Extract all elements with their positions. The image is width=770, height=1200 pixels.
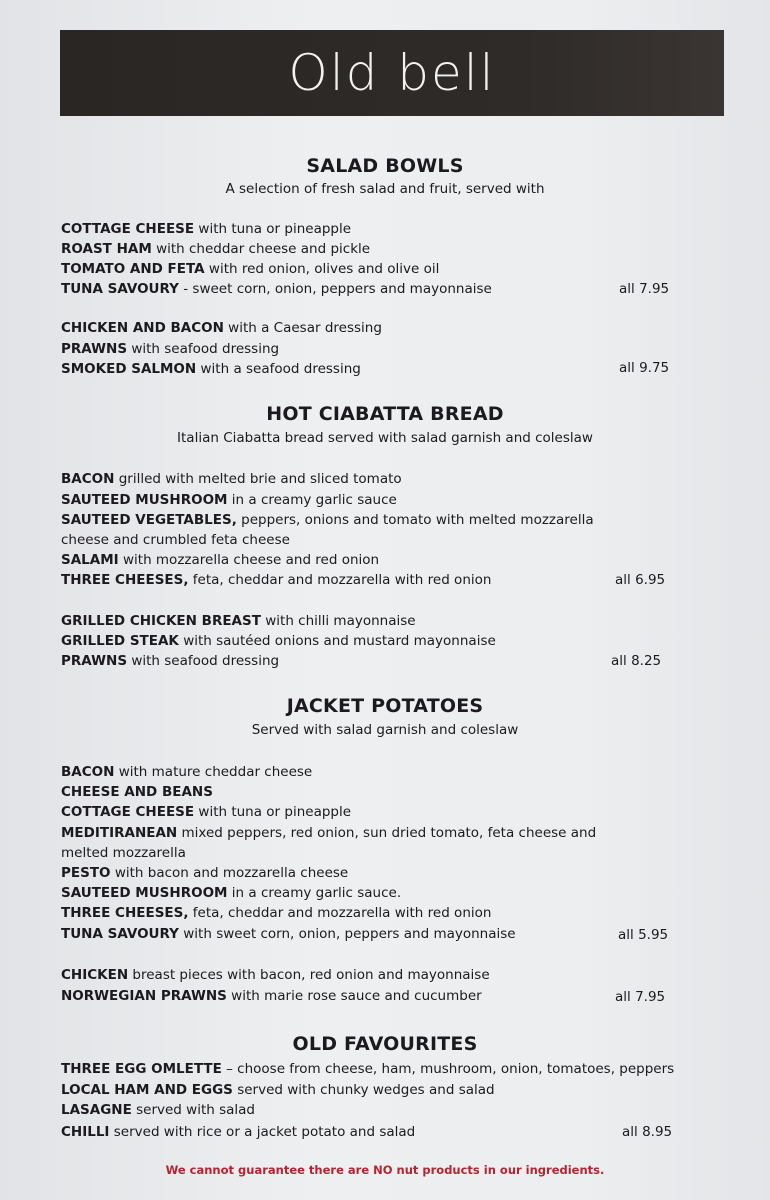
group-price: all 9.75 <box>619 360 670 376</box>
menu-item: LASAGNE served with salad <box>61 1102 255 1118</box>
menu-item: GRILLED CHICKEN BREAST with chilli mayonnaise <box>61 613 416 629</box>
group-price: all 7.95 <box>619 281 670 297</box>
section-title-hot-ciabatta: HOT CIABATTA BREAD <box>266 403 504 425</box>
allergy-note: We cannot guarantee there are NO nut products in our ingredients. <box>165 1163 605 1177</box>
menu-item: COTTAGE CHEESE with tuna or pineapple <box>61 804 352 820</box>
section-subtitle-jacket-potatoes: Served with salad garnish and coleslaw <box>251 722 519 738</box>
group-price: all 6.95 <box>615 572 666 588</box>
section-subtitle-hot-ciabatta: Italian Ciabatta bread served with salad garnish and coleslaw <box>177 430 593 446</box>
menu-item: MEDITIRANEAN mixed peppers, red onion, sun dried tomato, feta cheese and <box>61 825 597 841</box>
section-title-salad-bowls: SALAD BOWLS <box>306 155 464 177</box>
menu-item: TOMATO AND FETA with red onion, olives and olive oil <box>61 261 440 277</box>
menu-title: Old bell <box>288 44 496 102</box>
menu-item: THREE EGG OMLETTE – choose from cheese, ham, mushroom, onion, tomatoes, peppers <box>61 1061 675 1077</box>
menu-item: cheese and crumbled feta cheese <box>61 532 290 548</box>
menu-item: TUNA SAVOURY - sweet corn, onion, peppers and mayonnaise <box>61 281 492 297</box>
menu-item: PESTO with bacon and mozzarella cheese <box>61 865 349 881</box>
menu-item: BACON grilled with melted brie and sliced tomato <box>61 471 402 487</box>
group-price: all 8.25 <box>611 653 662 669</box>
menu-item: PRAWNS with seafood dressing <box>61 341 280 357</box>
menu-item: CHILLI served with rice or a jacket potato and salad <box>61 1124 416 1140</box>
menu-item: BACON with mature cheddar cheese <box>61 764 313 780</box>
menu-item: THREE CHEESES, feta, cheddar and mozzarella with red onion <box>61 905 492 921</box>
section-subtitle-salad-bowls: A selection of fresh salad and fruit, served with <box>225 181 545 197</box>
menu-item: SAUTEED MUSHROOM in a creamy garlic sauce. <box>61 885 402 901</box>
menu-item: SAUTEED VEGETABLES, peppers, onions and tomato with melted mozzarella <box>61 512 594 528</box>
group-price: all 8.95 <box>622 1124 673 1140</box>
menu-item: LOCAL HAM AND EGGS served with chunky wedges and salad <box>61 1082 495 1098</box>
menu-item: CHICKEN AND BACON with a Caesar dressing <box>61 320 382 336</box>
menu-item: SALAMI with mozzarella cheese and red onion <box>61 552 380 568</box>
menu-item: COTTAGE CHEESE with tuna or pineapple <box>61 221 352 237</box>
menu-item: CHEESE AND BEANS <box>61 784 213 800</box>
group-price: all 7.95 <box>615 989 666 1005</box>
section-title-old-favourites: OLD FAVOURITES <box>292 1033 478 1055</box>
menu-item: ROAST HAM with cheddar cheese and pickle <box>61 241 371 257</box>
menu-item: THREE CHEESES, feta, cheddar and mozzarella with red onion <box>61 572 492 588</box>
menu-item: NORWEGIAN PRAWNS with marie rose sauce and cucumber <box>61 988 482 1004</box>
menu-item: PRAWNS with seafood dressing <box>61 653 280 669</box>
menu-item: CHICKEN breast pieces with bacon, red onion and mayonnaise <box>61 967 490 983</box>
group-price: all 5.95 <box>618 927 669 943</box>
menu-item: SAUTEED MUSHROOM in a creamy garlic sauce <box>61 492 397 508</box>
section-title-jacket-potatoes: JACKET POTATOES <box>286 695 484 717</box>
title-banner <box>60 30 724 116</box>
menu-item: TUNA SAVOURY with sweet corn, onion, peppers and mayonnaise <box>61 926 516 942</box>
menu-item: melted mozzarella <box>61 845 186 861</box>
menu-item: GRILLED STEAK with sautéed onions and mustard mayonnaise <box>61 633 496 649</box>
menu-item: SMOKED SALMON with a seafood dressing <box>61 361 361 377</box>
